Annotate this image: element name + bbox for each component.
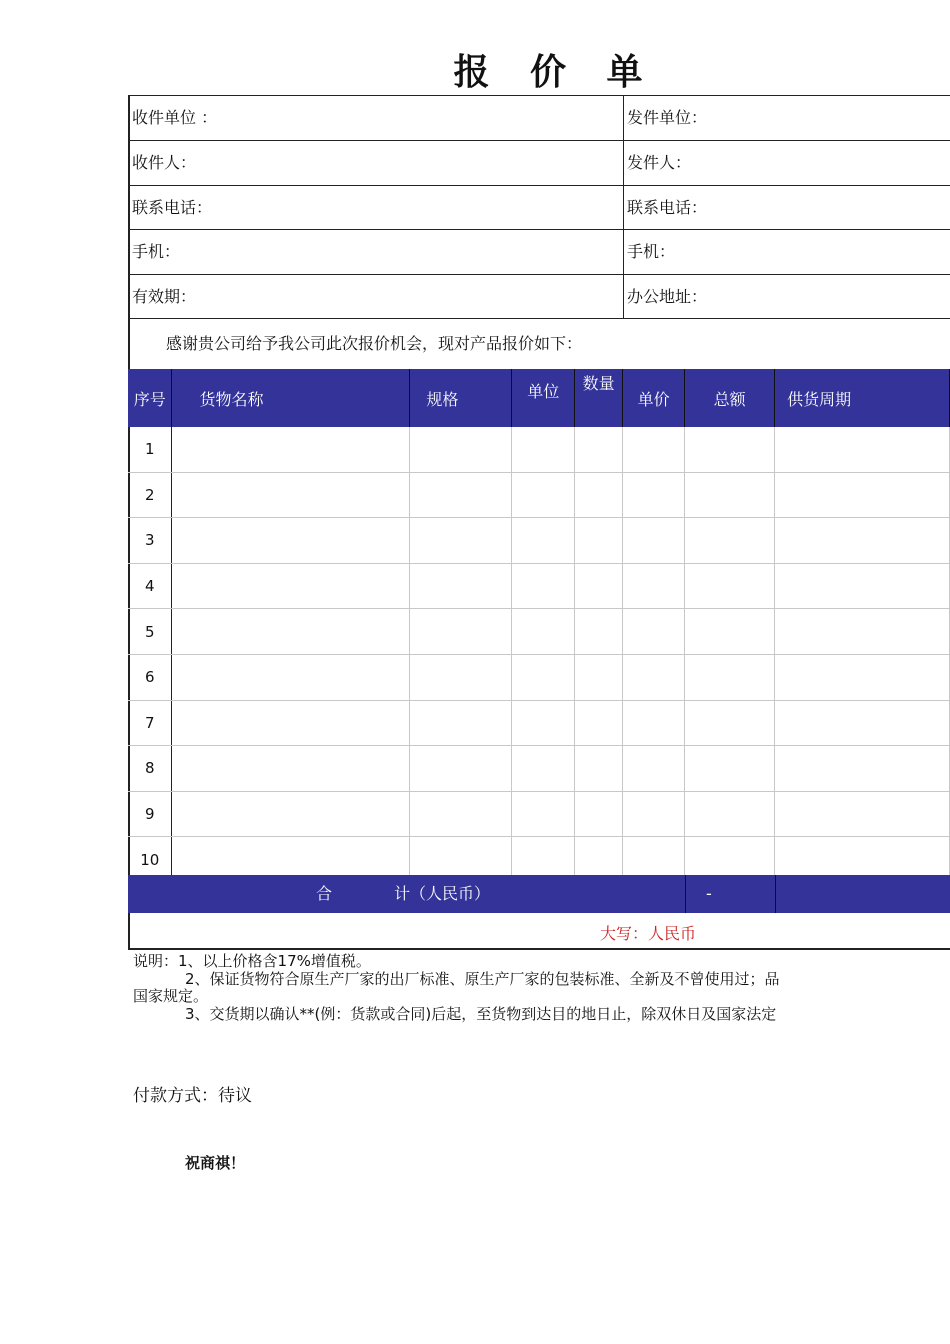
table-cell	[685, 472, 775, 518]
table-cell	[172, 427, 410, 472]
table-row	[128, 427, 950, 472]
note-line-2-cont: 国家规定。	[133, 987, 209, 1005]
table-cell	[172, 746, 410, 792]
table-cell	[775, 746, 950, 792]
table-cell	[775, 563, 950, 609]
header-supply-period: 供货周期	[775, 369, 950, 427]
table-row	[128, 654, 950, 700]
table-cell	[172, 563, 410, 609]
table-cell	[172, 472, 410, 518]
table-cell	[623, 746, 685, 792]
table-cell	[410, 654, 512, 700]
quotation-sheet	[128, 95, 950, 950]
recipient-phone-label: 联系电话：	[132, 198, 213, 217]
table-row	[128, 609, 950, 655]
table-cell	[775, 427, 950, 472]
table-row	[128, 472, 950, 518]
header-goods-name: 货物名称	[172, 369, 410, 427]
table-cell	[775, 518, 950, 564]
table-cell	[685, 518, 775, 564]
note-line-2: 2、保证货物符合原生产厂家的出厂标准、原生产厂家的包装标准、全新及不曾使用过；品	[185, 969, 780, 988]
sender-unit-label: 发件单位：	[627, 108, 708, 127]
table-cell	[623, 563, 685, 609]
table-cell	[512, 518, 575, 564]
total-divider-1	[685, 875, 686, 913]
table-cell	[575, 791, 623, 837]
sender-mobile-label: 手机：	[627, 242, 676, 261]
note-line-1: 说明：1、以上价格含17%增值税。	[133, 953, 371, 970]
office-address-label: 办公地址：	[627, 287, 708, 306]
table-cell	[575, 427, 623, 472]
table-cell	[172, 518, 410, 564]
sender-label: 发件人：	[627, 153, 692, 172]
table-cell	[685, 791, 775, 837]
info-row-unit	[128, 95, 950, 140]
info-column-divider	[623, 95, 624, 319]
table-cell	[775, 791, 950, 837]
validity-label: 有效期：	[132, 287, 197, 306]
table-cell	[512, 700, 575, 746]
recipient-mobile-label: 手机：	[132, 242, 181, 261]
table-cell	[512, 746, 575, 792]
table-cell	[172, 791, 410, 837]
table-cell	[512, 654, 575, 700]
row-index: 3	[128, 518, 172, 564]
table-cell	[623, 700, 685, 746]
total-amount: -	[706, 884, 712, 903]
row-index: 5	[128, 609, 172, 655]
table-cell	[685, 700, 775, 746]
table-cell	[775, 654, 950, 700]
row-index: 2	[128, 472, 172, 518]
table-cell	[575, 518, 623, 564]
table-cell	[410, 563, 512, 609]
header-unit: 单位	[512, 369, 575, 427]
table-cell	[512, 427, 575, 472]
table-cell	[172, 609, 410, 655]
recipient-unit-label: 收件单位 ：	[132, 108, 218, 127]
table-cell	[623, 518, 685, 564]
table-cell	[575, 609, 623, 655]
row-index: 8	[128, 746, 172, 792]
notes-section	[133, 953, 950, 1023]
table-cell	[172, 654, 410, 700]
sender-phone-label: 联系电话：	[627, 198, 708, 217]
table-row	[128, 563, 950, 609]
table-cell	[623, 791, 685, 837]
table-header-row	[128, 369, 950, 427]
table-cell	[685, 563, 775, 609]
info-bottom-border	[128, 318, 950, 319]
table-cell	[685, 609, 775, 655]
table-cell	[575, 563, 623, 609]
table-cell	[512, 472, 575, 518]
table-cell	[410, 746, 512, 792]
uppercase-amount-label: 大写：人民币	[600, 924, 697, 943]
row-index: 7	[128, 700, 172, 746]
table-cell	[685, 746, 775, 792]
info-row-mobile	[128, 229, 950, 274]
table-cell	[512, 563, 575, 609]
table-cell	[575, 700, 623, 746]
table-cell	[410, 518, 512, 564]
row-index: 9	[128, 791, 172, 837]
header-total: 总额	[685, 369, 775, 427]
table-cell	[512, 791, 575, 837]
table-cell	[775, 609, 950, 655]
table-cell	[410, 700, 512, 746]
payment-terms: 付款方式：待议	[133, 1086, 252, 1106]
table-cell	[775, 472, 950, 518]
header-index: 序号	[128, 369, 172, 427]
row-index: 1	[128, 427, 172, 472]
table-row	[128, 791, 950, 837]
info-row-phone	[128, 185, 950, 230]
table-cell	[410, 791, 512, 837]
table-cell	[775, 700, 950, 746]
note-line-3: 3、交货期以确认**(例：货款或合同)后起，至货物到达目的地日止，除双休日及国家法定	[185, 1004, 777, 1023]
recipient-label: 收件人：	[132, 153, 197, 172]
row-index: 10	[128, 837, 172, 883]
table-cell	[575, 654, 623, 700]
table-cell	[623, 654, 685, 700]
table-cell	[575, 472, 623, 518]
thanks-text: 感谢贵公司给予我公司此次报价机会，现对产品报价如下：	[166, 334, 583, 353]
table-cell	[512, 609, 575, 655]
table-cell	[623, 427, 685, 472]
sheet-bottom-border	[128, 948, 950, 950]
header-unit-price: 单价	[623, 369, 685, 427]
header-spec: 规格	[410, 369, 512, 427]
total-label-right: 计（人民币）	[394, 884, 491, 903]
total-row	[128, 875, 950, 913]
table-cell	[685, 427, 775, 472]
table-row	[128, 518, 950, 564]
row-index: 4	[128, 563, 172, 609]
table-cell	[575, 746, 623, 792]
table-cell	[172, 700, 410, 746]
table-cell	[685, 654, 775, 700]
closing-regards: 祝商祺！	[185, 1154, 246, 1172]
table-cell	[410, 609, 512, 655]
table-row	[128, 700, 950, 746]
page-title: 报 价 单	[453, 52, 657, 93]
total-divider-2	[775, 875, 776, 913]
table-row	[128, 746, 950, 792]
total-label-left: 合	[316, 884, 333, 903]
table-cell	[410, 427, 512, 472]
info-row-validity	[128, 274, 950, 319]
table-cell	[410, 472, 512, 518]
header-quantity: 数量	[575, 369, 623, 427]
table-cell	[623, 609, 685, 655]
table-cell	[623, 472, 685, 518]
row-index: 6	[128, 654, 172, 700]
items-table	[128, 369, 950, 883]
info-row-person	[128, 140, 950, 185]
